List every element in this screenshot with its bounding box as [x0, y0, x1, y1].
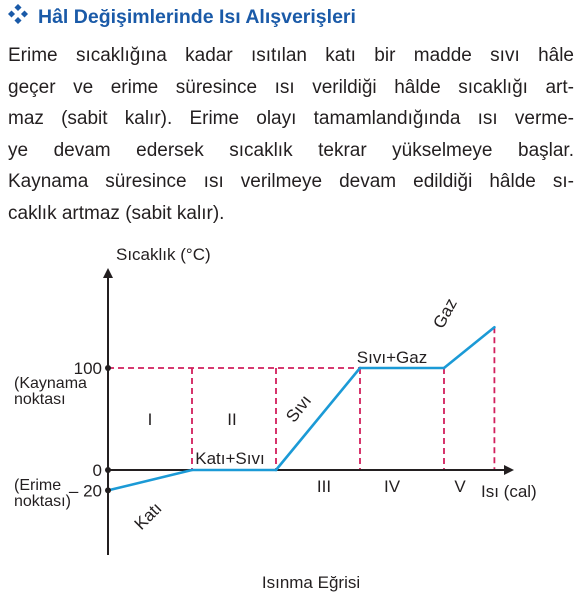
paragraph-line: caklık artmaz (sabit kalır). [8, 202, 225, 224]
chart-labels [14, 295, 466, 533]
y-tick-dot [105, 467, 111, 473]
paragraph-line: geçer ve erime süresince ısı verildiği hâlde sıcaklığı art- [8, 76, 574, 98]
y-tick-dot [105, 487, 111, 493]
y-tick-label: – 20 [68, 481, 102, 501]
y-tick-label: 100 [73, 359, 102, 378]
segment-label-liquid-gas: Sıvı+Gaz [356, 348, 428, 367]
segment-label-solid: Katı [130, 498, 166, 534]
y-tick-dot [105, 365, 111, 371]
paragraph-line: maz (sabit kalır). Erime olayı tamamlandığında ısı verme- [8, 108, 574, 129]
y-axis-label: Sıcaklık (°C) [116, 245, 211, 264]
curve-segment-5 [444, 327, 494, 368]
region-label: V [454, 477, 466, 496]
y-tick-sublabel: noktası) [14, 493, 71, 510]
region-label: I [147, 410, 153, 429]
chart-caption: Isınma Eğrisi [261, 573, 361, 592]
paragraph-line: Kaynama süresince ısı verilmeye devam edildiği hâlde sı- [8, 171, 574, 192]
x-axis-label: Isı (cal) [481, 482, 537, 501]
y-tick-label: 0 [92, 461, 102, 480]
y-tick-sublabel: (Erime [14, 477, 62, 494]
y-tick-sublabel: noktası [14, 391, 66, 408]
y-tick-sublabel: (Kaynama [14, 375, 87, 392]
region-label: III [316, 477, 332, 496]
section-title: Hâl Değişimlerinde Isı Alışverişleri [38, 5, 356, 28]
segment-label-liquid: Sıvı [282, 391, 316, 427]
region-label: II [227, 410, 237, 429]
region-label: IV [383, 477, 401, 496]
curve-segment-1 [108, 470, 192, 490]
paragraph-line: Erime sıcaklığına kadar ısıtılan katı bir madde sıvı hâle [8, 45, 574, 66]
paragraph-line: ye devam edersek sıcaklık tekrar yükselmeye başlar. [8, 139, 574, 161]
segment-label-solid-liquid: Katı+Sıvı [195, 449, 265, 468]
segment-label-gas: Gaz [429, 295, 461, 332]
